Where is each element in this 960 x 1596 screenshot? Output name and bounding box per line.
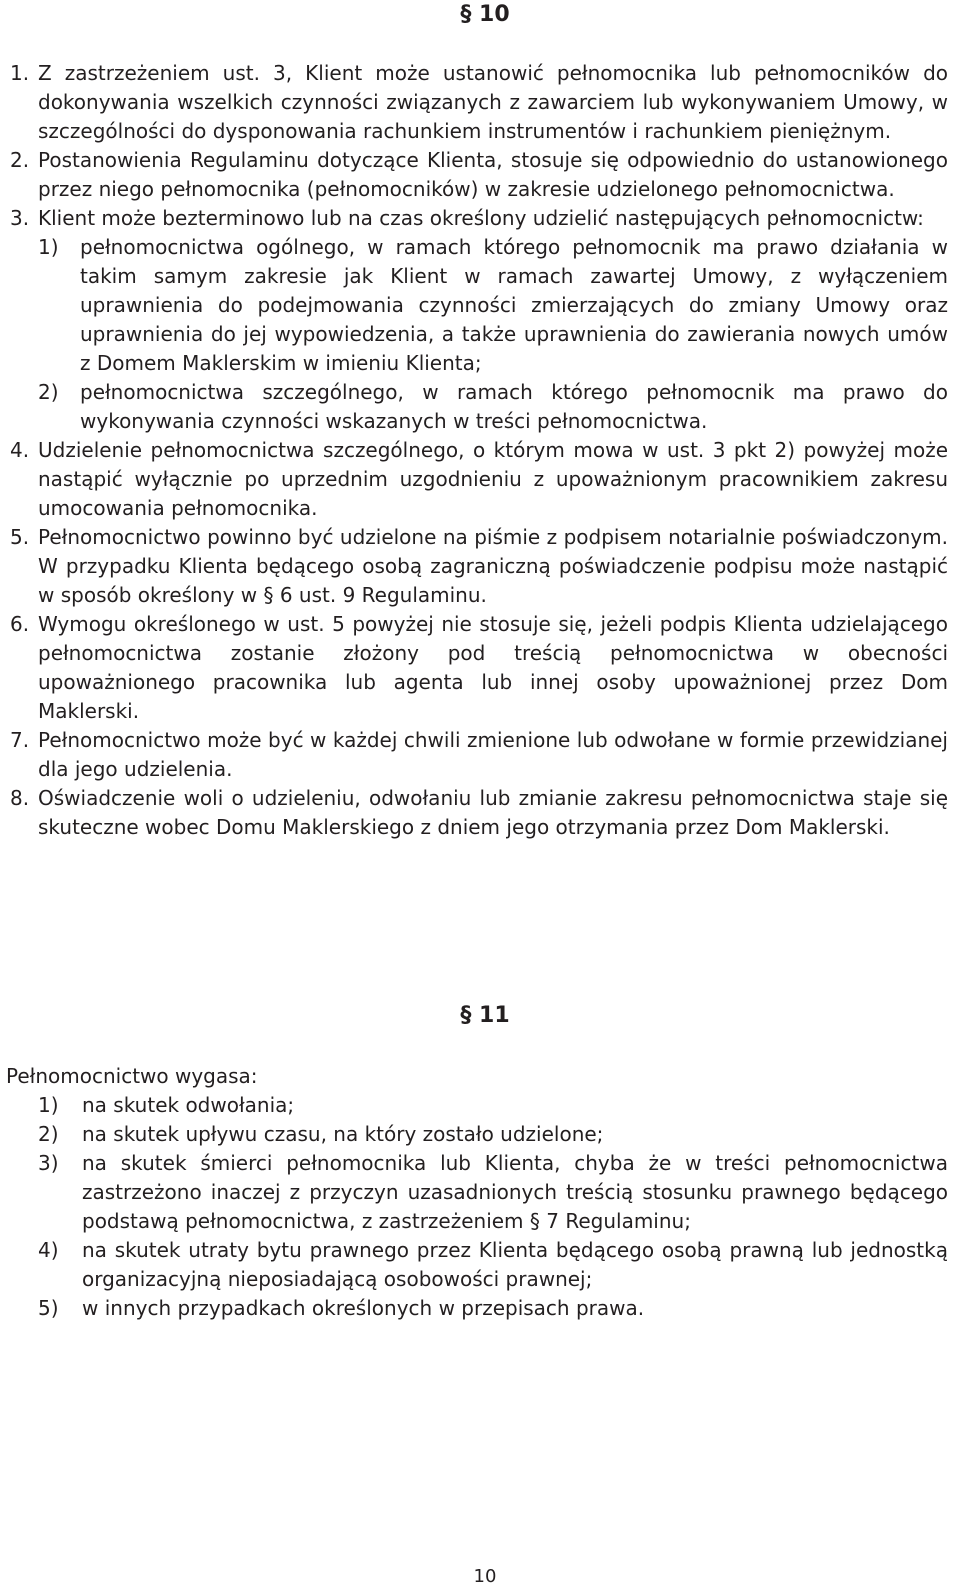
section-11-intro: Pełnomocnictwo wygasa: [6, 1064, 258, 1088]
section-11-body [6, 1062, 948, 1323]
paragraph-number: 1. [10, 61, 30, 85]
list-item-number: 3) [38, 1151, 59, 1175]
section-10-body [10, 59, 948, 842]
paragraph-text: Z zastrzeżeniem ust. 3, Klient może ustanowić pełnomocnika lub pełnomocników do dokonywania wszelkich czynności związanych z zawarciem lub wykonywaniem Umowy, w szczególności do dysponowania rachunkiem instrumentów i rachunkiem pieniężnym. [38, 61, 948, 143]
section-11-heading: § 11 [460, 1003, 510, 1028]
paragraph-8 [10, 784, 948, 842]
paragraph-4 [10, 436, 948, 523]
paragraph-text: Klient może bezterminowo lub na czas określony udzielić następujących pełnomocnictw: [38, 206, 924, 230]
list-item-number: 4) [38, 1238, 59, 1262]
list-item-2 [6, 1120, 948, 1149]
paragraph-text: Wymogu określonego w ust. 5 powyżej nie stosuje się, jeżeli podpis Klienta udzielającego pełnomocnictwa zostanie złożony pod treścią pełnomocnictwa w obecności upoważnionego pracownika lub agenta lub innej osoby upoważnionej przez Dom Maklerski. [38, 612, 948, 723]
subitem-text: pełnomocnictwa ogólnego, w ramach którego pełnomocnik ma prawo działania w takim samym zakresie jak Klient w ramach zawartej Umowy, z wyłączeniem uprawnienia do podejmowania czynności zmierzających do zmiany Umowy oraz uprawnienia do jej wypowiedzenia, a także uprawnienia do zawierania nowych umów z Domem Maklerskim w imieniu Klienta; [80, 235, 948, 375]
paragraph-number: 3. [10, 206, 30, 230]
list-item-text: na skutek odwołania; [82, 1093, 295, 1117]
list-item-number: 1) [38, 1093, 59, 1117]
list-item-1 [6, 1091, 948, 1120]
paragraph-6 [10, 610, 948, 726]
subitem-text: pełnomocnictwa szczególnego, w ramach którego pełnomocnik ma prawo do wykonywania czynności wskazanych w treści pełnomocnictwa. [80, 380, 948, 433]
list-item-text: na skutek śmierci pełnomocnika lub Klienta, chyba że w treści pełnomocnictwa zastrzeżono inaczej z przyczyn uzasadnionych treścią stosunku prawnego będącego podstawą pełnomocnictwa, z zastrzeżeniem § 7 Regulaminu; [82, 1151, 948, 1233]
list-item-text: na skutek utraty bytu prawnego przez Klienta będącego osobą prawną lub jednostką organizacyjną nieposiadającą osobowości prawnej; [82, 1238, 948, 1291]
paragraph-text: Oświadczenie woli o udzieleniu, odwołaniu lub zmianie zakresu pełnomocnictwa staje się skuteczne wobec Domu Maklerskiego z dniem jego otrzymania przez Dom Maklerski. [38, 786, 948, 839]
paragraph-3-subitem-1 [10, 233, 948, 378]
list-item-text: na skutek upływu czasu, na który zostało udzielone; [82, 1122, 604, 1146]
list-item-3 [6, 1149, 948, 1236]
paragraph-5 [10, 523, 948, 610]
paragraph-number: 4. [10, 438, 30, 462]
paragraph-2 [10, 146, 948, 204]
list-item-number: 5) [38, 1296, 59, 1320]
page-number: 10 [473, 1566, 497, 1587]
paragraph-number: 8. [10, 786, 30, 810]
section-10-heading: § 10 [460, 2, 510, 27]
list-item-4 [6, 1236, 948, 1294]
subitem-number: 1) [38, 235, 59, 259]
paragraph-text: Postanowienia Regulaminu dotyczące Klienta, stosuje się odpowiednio do ustanowionego przez niego pełnomocnika (pełnomocników) w zakresie udzielonego pełnomocnictwa. [38, 148, 948, 201]
paragraph-number: 7. [10, 728, 30, 752]
subitem-number: 2) [38, 380, 59, 404]
paragraph-text: Udzielenie pełnomocnictwa szczególnego, o którym mowa w ust. 3 pkt 2) powyżej może nastąpić wyłącznie po uprzednim uzgodnieniu z upoważnionym pracownikiem zakresu umocowania pełnomocnika. [38, 438, 948, 520]
paragraph-1 [10, 59, 948, 146]
list-item-5 [6, 1294, 948, 1323]
paragraph-text: Pełnomocnictwo może być w każdej chwili zmienione lub odwołane w formie przewidzianej dla jego udzielenia. [38, 728, 948, 781]
paragraph-3 [10, 204, 948, 233]
paragraph-number: 6. [10, 612, 30, 636]
paragraph-3-subitem-2 [10, 378, 948, 436]
list-item-text: w innych przypadkach określonych w przepisach prawa. [82, 1296, 645, 1320]
paragraph-7 [10, 726, 948, 784]
list-item-number: 2) [38, 1122, 59, 1146]
paragraph-text: Pełnomocnictwo powinno być udzielone na piśmie z podpisem notarialnie poświadczonym. W przypadku Klienta będącego osobą zagraniczną poświadczenie podpisu może nastąpić w sposób określony w § 6 ust. 9 Regulaminu. [38, 525, 948, 607]
paragraph-number: 2. [10, 148, 30, 172]
paragraph-number: 5. [10, 525, 30, 549]
